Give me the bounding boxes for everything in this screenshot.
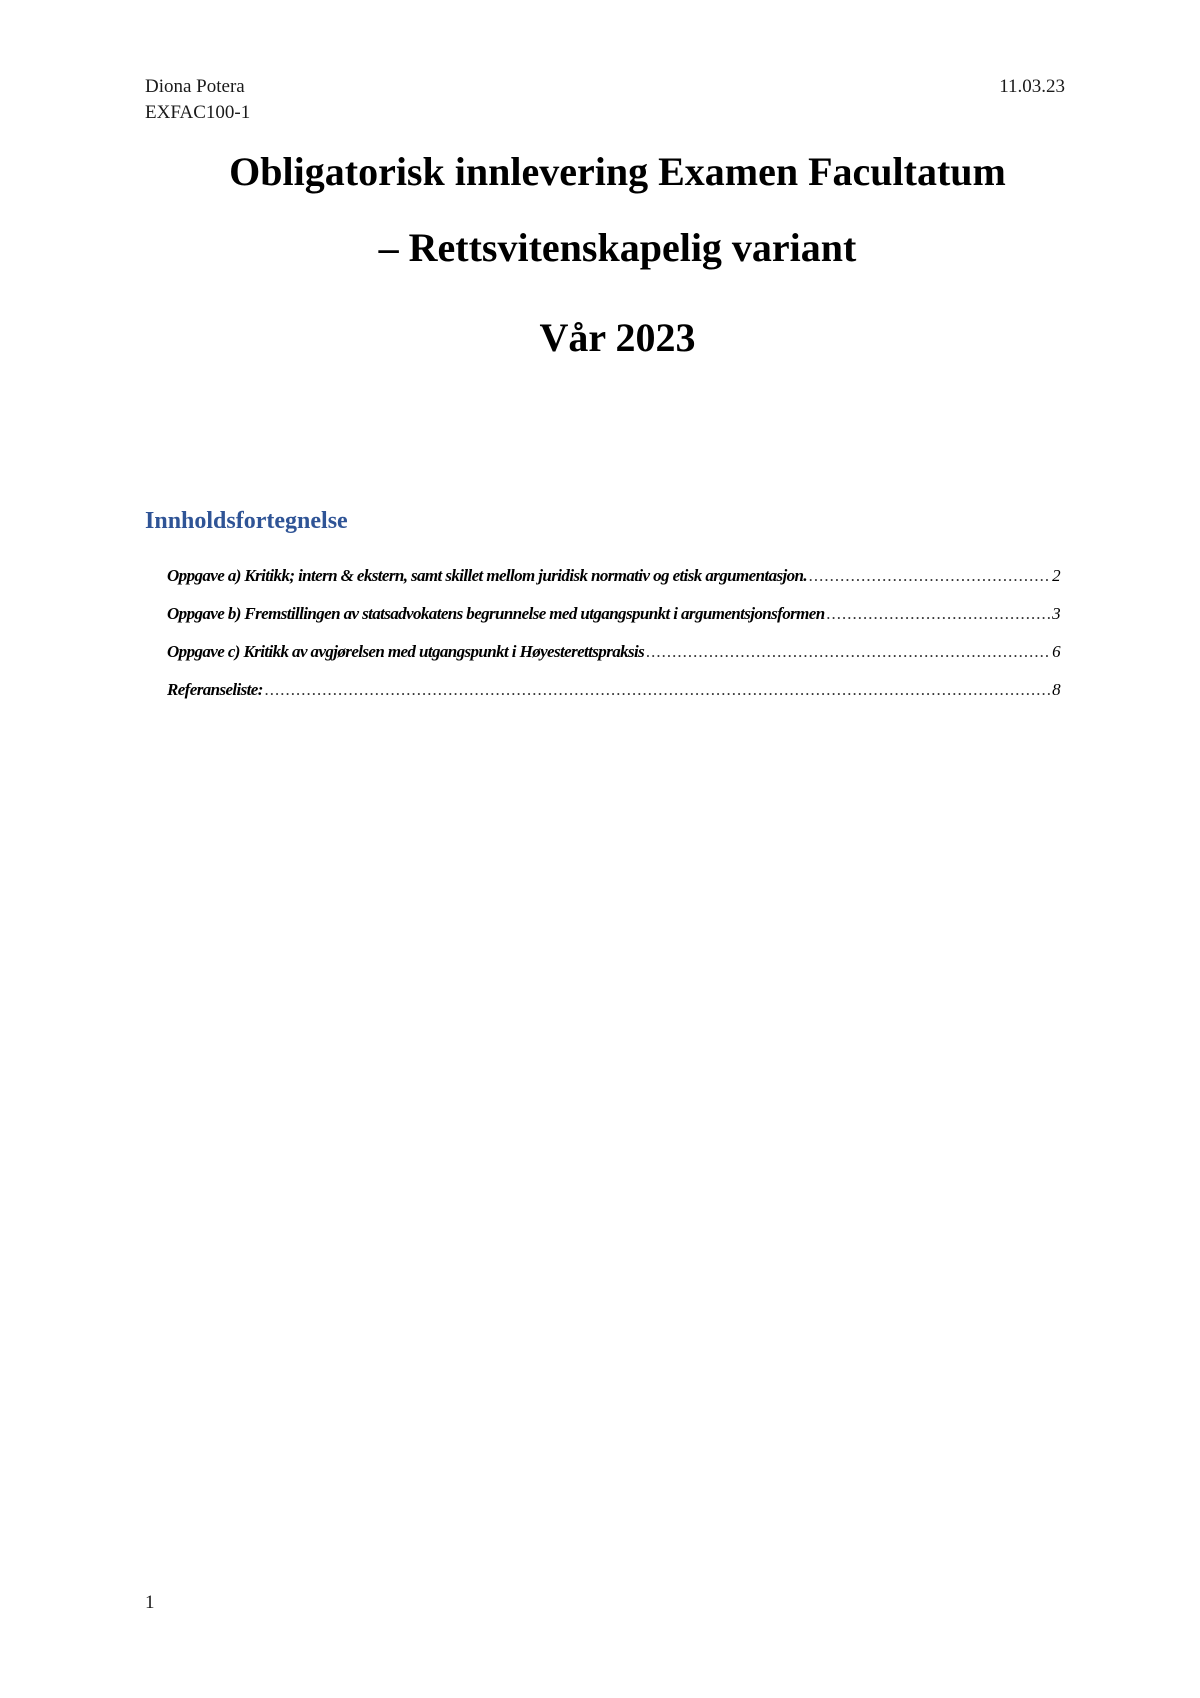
toc-entry-referanseliste[interactable] [167,678,1060,716]
title-line-1: Obligatorisk innlevering Examen Facultatum [229,149,1006,194]
header-date: 11.03.23 [999,76,1065,97]
toc-page-number: 8 [1052,680,1060,699]
toc-entry-oppgave-c[interactable] [167,640,1060,678]
toc-leader-dots [646,640,1050,664]
toc-entry-oppgave-a[interactable] [167,564,1060,602]
toc-heading: Innholdsfortegnelse [145,508,348,534]
toc-entry-text: Oppgave c) Kritikk av avgjørelsen med utgangspunkt i Høyesterettspraksis [167,642,645,661]
page-header-left [145,74,250,126]
toc-entry-text: Oppgave a) Kritikk; intern & ekstern, samt skillet mellom juridisk normativ og etisk argumentasjon. [167,566,808,585]
toc-leader-dots [827,602,1051,626]
title-line-3: Vår 2023 [539,315,696,360]
table-of-contents [167,564,1060,716]
toc-page-number: 3 [1052,604,1060,623]
toc-page-number: 2 [1052,566,1060,585]
course-code: EXFAC100-1 [145,102,251,123]
toc-entry-oppgave-b[interactable] [167,602,1060,640]
author-name: Diona Potera [145,76,245,97]
toc-leader-dots [809,564,1050,588]
title-line-2: – Rettsvitenskapelig variant [378,225,857,270]
toc-entry-text: Oppgave b) Fremstillingen av statsadvokatens begrunnelse med utgangspunkt i argumentsjonsformen [167,604,825,623]
toc-leader-dots [265,678,1050,702]
toc-entry-text: Referanseliste: [167,680,263,699]
page-number: 1 [145,1592,155,1613]
toc-page-number: 6 [1052,642,1060,661]
